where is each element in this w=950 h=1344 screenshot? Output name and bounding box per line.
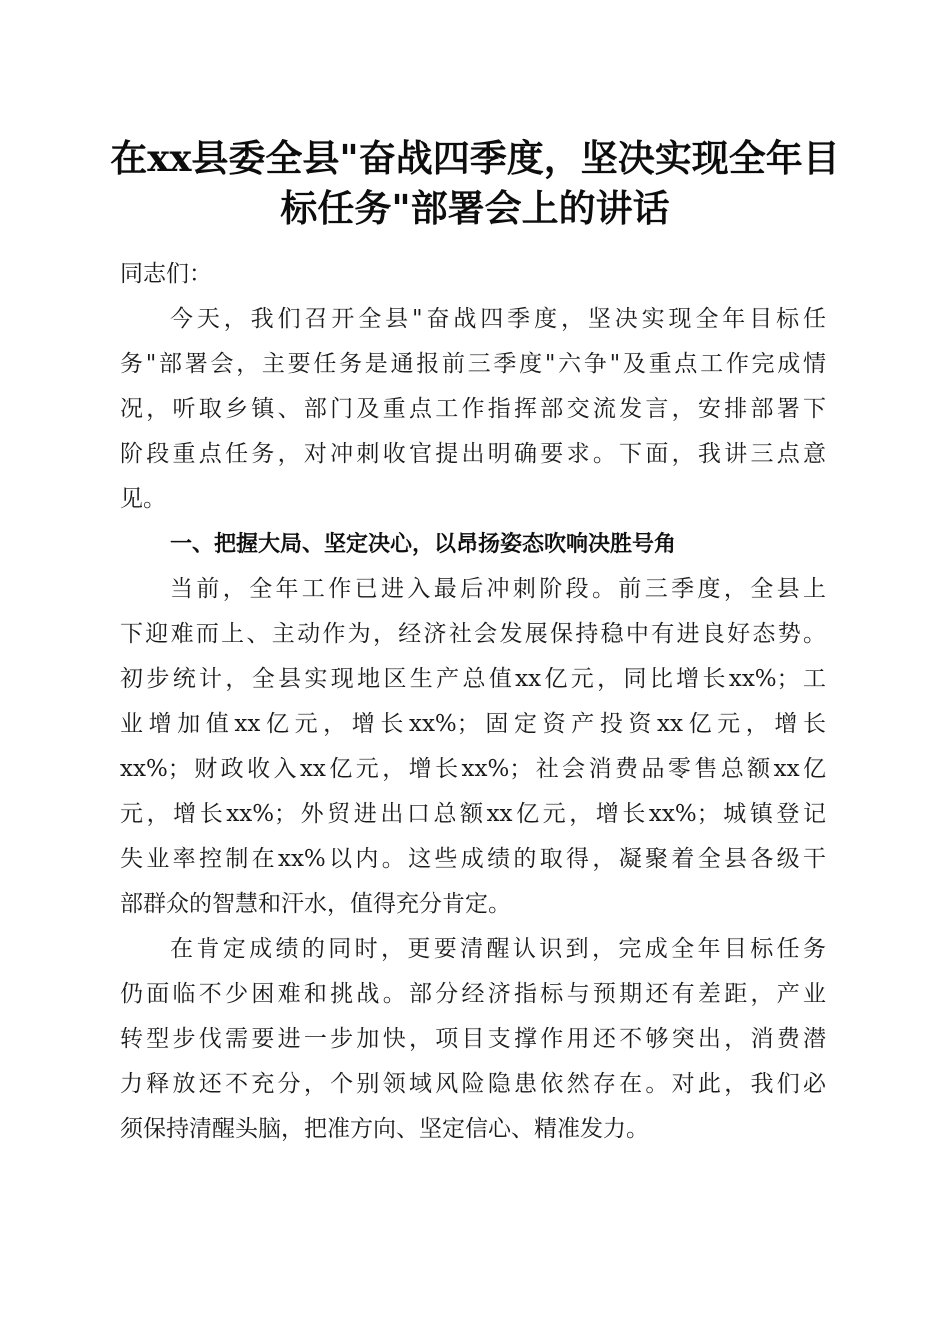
document-title <box>110 133 840 233</box>
paragraph-line: 务"部署会，主要任务是通报前三季度"六争"及重点工作完成情 <box>120 351 826 377</box>
paragraph-opening <box>120 297 826 522</box>
title-line-2: 标任务"部署会上的讲话 <box>280 186 670 230</box>
paragraph-line: 转型步伐需要进一步加快，项目支撑作用还不够突出，消费潜 <box>120 1026 826 1052</box>
salutation: 同志们： <box>120 261 212 287</box>
paragraph-line: 初步统计，全县实现地区生产总值xx亿元，同比增长xx%；工 <box>120 666 826 692</box>
paragraph-line: 今天，我们召开全县"奋战四季度，坚决实现全年目标任 <box>170 306 826 332</box>
paragraph-line: 仍面临不少困难和挑战。部分经济指标与预期还有差距，产业 <box>120 981 826 1007</box>
paragraph-line: xx%；财政收入xx亿元，增长xx%；社会消费品零售总额xx亿 <box>120 756 826 782</box>
paragraph-line: 元，增长xx%；外贸进出口总额xx亿元，增长xx%；城镇登记 <box>120 801 826 827</box>
paragraph-line: 当前，全年工作已进入最后冲刺阶段。前三季度，全县上 <box>170 576 826 602</box>
paragraph-line: 在肯定成绩的同时，更要清醒认识到，完成全年目标任务 <box>170 936 826 962</box>
paragraph-achievements <box>120 567 826 927</box>
paragraph-line: 业增加值xx亿元，增长xx%；固定资产投资xx亿元，增长 <box>120 711 826 737</box>
document-body <box>120 252 826 1152</box>
paragraph-line: 力释放还不充分，个别领域风险隐患依然存在。对此，我们必 <box>120 1071 826 1097</box>
paragraph-line: 须保持清醒头脑，把准方向、坚定信心、精准发力。 <box>120 1116 649 1142</box>
paragraph-line: 见。 <box>120 486 166 512</box>
paragraph-line: 阶段重点任务，对冲刺收官提出明确要求。下面，我讲三点意 <box>120 441 826 467</box>
paragraph-line: 况，听取乡镇、部门及重点工作指挥部交流发言，安排部署下 <box>120 396 826 422</box>
paragraph-line: 部群众的智慧和汗水，值得充分肯定。 <box>120 891 511 917</box>
section-heading-1: 一、把握大局、坚定决心，以昂扬姿态吹响决胜号角 <box>170 532 677 557</box>
paragraph-challenges <box>120 927 826 1152</box>
paragraph-line: 失业率控制在xx%以内。这些成绩的取得，凝聚着全县各级干 <box>120 846 826 872</box>
paragraph-line: 下迎难而上、主动作为，经济社会发展保持稳中有进良好态势。 <box>120 621 826 647</box>
title-line-1: 在xx县委全县"奋战四季度，坚决实现全年目 <box>110 136 840 180</box>
